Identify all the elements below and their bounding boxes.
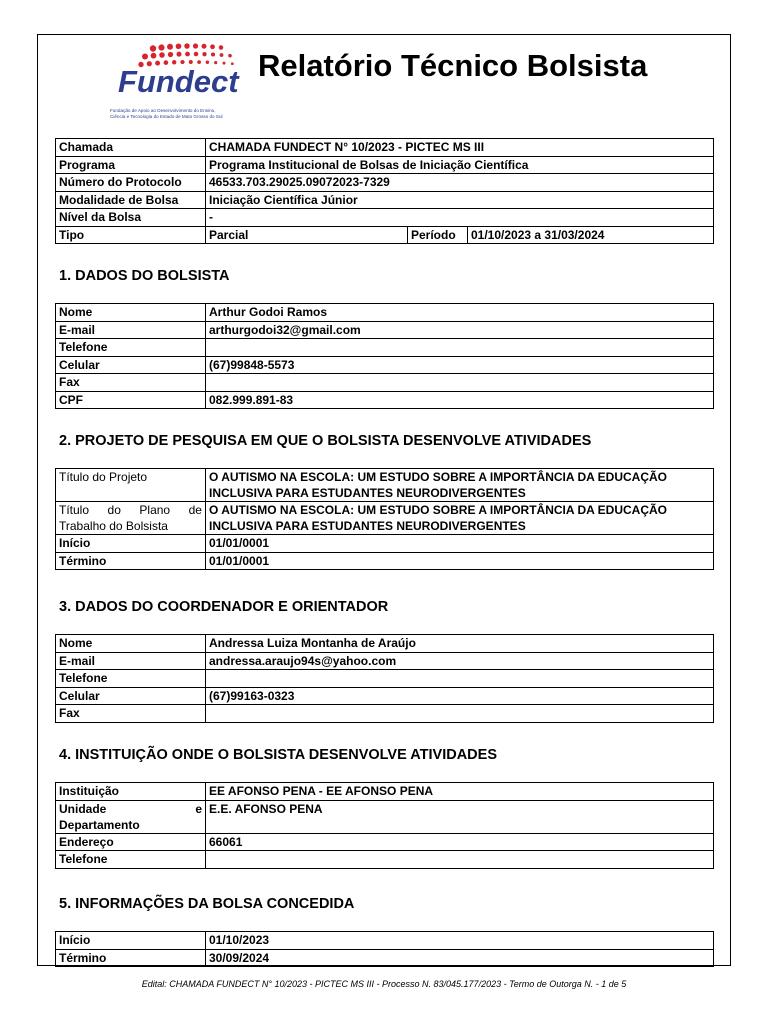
table-row xyxy=(56,391,714,409)
row-label: Modalidade de Bolsa xyxy=(56,191,206,209)
plan-value-line-2: INCLUSIVA PARA ESTUDANTES NEURODIVERGENTES xyxy=(209,519,526,533)
periodo-value: 01/10/2023 a 31/03/2024 xyxy=(468,226,714,244)
table-row xyxy=(56,139,714,157)
table-row xyxy=(56,174,714,192)
page-footer: Edital: CHAMADA FUNDECT N° 10/2023 - PICTEC MS III - Processo N. 83/045.177/2023 - Termo de Outorga N. - 1 de 5 xyxy=(141,979,627,989)
row-label: Telefone xyxy=(56,339,206,357)
row-value: Iniciação Científica Júnior xyxy=(206,191,714,209)
row-label: Endereço xyxy=(56,833,206,851)
table-row xyxy=(56,502,714,535)
row-value: 01/01/0001 xyxy=(206,552,714,570)
logo-dot xyxy=(219,45,223,49)
table-row xyxy=(56,932,714,950)
row-value xyxy=(206,670,714,688)
coordenador-table xyxy=(55,634,714,723)
instituicao-table xyxy=(55,782,714,869)
row-label: Celular xyxy=(56,356,206,374)
row-value xyxy=(206,851,714,869)
section-3-title: 3. DADOS DO COORDENADOR E ORIENTADOR xyxy=(59,599,389,615)
row-label: Chamada xyxy=(56,139,206,157)
plan-label-word: Plano xyxy=(139,503,171,517)
row-value: (67)99848-5573 xyxy=(206,356,714,374)
plan-value-line-1: O AUTISMO NA ESCOLA: UM ESTUDO SOBRE A IMPORTÂNCIA DA EDUCAÇÃO xyxy=(209,503,667,517)
table-row xyxy=(56,321,714,339)
row-label: Início xyxy=(56,932,206,950)
logo-dot xyxy=(202,44,207,49)
row-value: 46533.703.29025.09072023-7329 xyxy=(206,174,714,192)
table-row xyxy=(56,783,714,801)
row-label: Número do Protocolo xyxy=(56,174,206,192)
row-label: Término xyxy=(56,552,206,570)
logo-dot xyxy=(210,44,215,49)
row-value: 082.999.891-83 xyxy=(206,391,714,409)
table-row xyxy=(56,469,714,502)
table-row xyxy=(56,535,714,553)
logo-dot xyxy=(167,44,173,50)
logo-dot xyxy=(176,43,182,49)
row-label: CPF xyxy=(56,391,206,409)
row-label: Nome xyxy=(56,304,206,322)
table-row xyxy=(56,635,714,653)
unit-label xyxy=(56,800,206,833)
row-value: andressa.araujo94s@yahoo.com xyxy=(206,652,714,670)
projeto-table xyxy=(55,468,714,570)
project-title-label: Título do Projeto xyxy=(56,469,206,502)
plan-label-word: Título xyxy=(59,503,90,517)
row-label: Programa xyxy=(56,156,206,174)
row-value: Programa Institucional de Bolsas de Iniciação Científica xyxy=(206,156,714,174)
row-value: 01/10/2023 xyxy=(206,932,714,950)
table-row xyxy=(56,339,714,357)
tipo-label: Tipo xyxy=(56,226,206,244)
unit-label-line-1 xyxy=(59,801,202,817)
periodo-label: Período xyxy=(408,226,468,244)
bolsa-table xyxy=(55,931,714,967)
row-label: E-mail xyxy=(56,652,206,670)
logo-dot xyxy=(151,53,157,59)
unit-value: E.E. AFONSO PENA xyxy=(206,800,714,833)
tipo-value: Parcial xyxy=(206,226,408,244)
inst-value: EE AFONSO PENA - EE AFONSO PENA xyxy=(206,783,714,801)
fundect-logo xyxy=(105,38,275,124)
table-row xyxy=(56,191,714,209)
row-value: arthurgodoi32@gmail.com xyxy=(206,321,714,339)
table-row xyxy=(56,670,714,688)
plan-label-word: de xyxy=(188,503,202,517)
row-value xyxy=(206,339,714,357)
table-row xyxy=(56,156,714,174)
unit-label-word: e xyxy=(195,801,202,816)
general-info-table xyxy=(55,138,714,244)
project-title-line-2: INCLUSIVA PARA ESTUDANTES NEURODIVERGENTES xyxy=(209,486,526,500)
table-row xyxy=(56,226,714,244)
logo-dot xyxy=(150,45,156,51)
row-value: Andressa Luiza Montanha de Araújo xyxy=(206,635,714,653)
logo-dot xyxy=(142,54,148,60)
row-label: Término xyxy=(56,949,206,967)
plan-label xyxy=(56,502,206,535)
table-row xyxy=(56,800,714,833)
logo-dot xyxy=(193,43,198,48)
logo-word: Fundect xyxy=(118,64,239,99)
table-row xyxy=(56,304,714,322)
row-value: 30/09/2024 xyxy=(206,949,714,967)
report-title: Relatório Técnico Bolsista xyxy=(258,48,648,83)
logo-dot xyxy=(211,52,215,56)
logo-caption-line-1: Fundação de Apoio ao Desenvolvimento do Ensino, xyxy=(110,108,216,113)
table-row xyxy=(56,374,714,392)
logo-dot xyxy=(159,52,165,58)
plan-label-word: do xyxy=(107,503,121,517)
row-value: Arthur Godoi Ramos xyxy=(206,304,714,322)
logo-dot xyxy=(176,52,181,57)
table-row xyxy=(56,949,714,967)
row-value: 01/01/0001 xyxy=(206,535,714,553)
table-row xyxy=(56,687,714,705)
row-label: Nome xyxy=(56,635,206,653)
section-2-title: 2. PROJETO DE PESQUISA EM QUE O BOLSISTA DESENVOLVE ATIVIDADES xyxy=(59,433,592,449)
bolsista-table xyxy=(55,303,714,409)
row-label: Fax xyxy=(56,374,206,392)
table-row xyxy=(56,356,714,374)
row-value: - xyxy=(206,209,714,227)
section-1-title: 1. DADOS DO BOLSISTA xyxy=(59,268,230,284)
project-title-value xyxy=(206,469,714,502)
row-label: Nível da Bolsa xyxy=(56,209,206,227)
table-row xyxy=(56,851,714,869)
logo-caption-line-2: Ciência e Tecnologia do Estado de Mato Grosso do Sul xyxy=(110,114,223,119)
row-label: Celular xyxy=(56,687,206,705)
row-label: Telefone xyxy=(56,670,206,688)
row-label: Fax xyxy=(56,705,206,723)
logo-dot xyxy=(158,44,164,50)
logo-dot xyxy=(220,53,224,57)
logo-dot xyxy=(228,54,232,58)
plan-label-line-1 xyxy=(59,502,202,518)
row-label: E-mail xyxy=(56,321,206,339)
row-value: CHAMADA FUNDECT N° 10/2023 - PICTEC MS III xyxy=(206,139,714,157)
plan-value xyxy=(206,502,714,535)
table-row xyxy=(56,552,714,570)
table-row xyxy=(56,652,714,670)
table-row xyxy=(56,705,714,723)
unit-label-line-2: Departamento xyxy=(59,817,140,832)
unit-label-word: Unidade xyxy=(59,801,107,816)
row-value: 66061 xyxy=(206,833,714,851)
logo-dot xyxy=(185,52,190,57)
fundect-logo-image xyxy=(105,38,275,124)
row-value: (67)99163-0323 xyxy=(206,687,714,705)
table-row xyxy=(56,833,714,851)
inst-label: Instituição xyxy=(56,783,206,801)
table-row xyxy=(56,209,714,227)
project-title-line-1: O AUTISMO NA ESCOLA: UM ESTUDO SOBRE A IMPORTÂNCIA DA EDUCAÇÃO xyxy=(209,470,667,484)
logo-dot xyxy=(168,52,173,57)
logo-dot xyxy=(202,52,206,56)
row-label: Telefone xyxy=(56,851,206,869)
section-4-title: 4. INSTITUIÇÃO ONDE O BOLSISTA DESENVOLVE ATIVIDADES xyxy=(59,747,497,763)
logo-dot xyxy=(184,43,189,48)
row-label: Início xyxy=(56,535,206,553)
section-5-title: 5. INFORMAÇÕES DA BOLSA CONCEDIDA xyxy=(59,896,355,912)
logo-dot xyxy=(194,52,199,57)
row-value xyxy=(206,705,714,723)
row-value xyxy=(206,374,714,392)
plan-label-line-2: Trabalho do Bolsista xyxy=(59,519,168,533)
